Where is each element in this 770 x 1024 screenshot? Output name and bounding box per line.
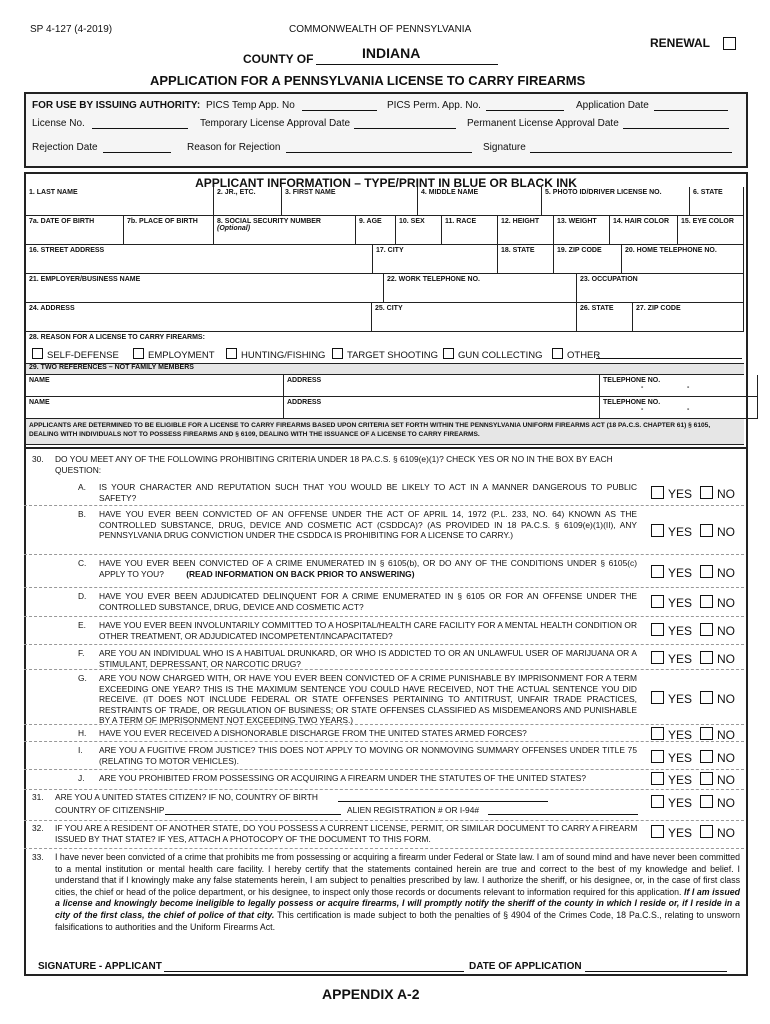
zip27-cell[interactable]: 27. ZIP CODE [633,303,744,332]
temp-approval-field[interactable] [354,128,456,129]
question-text: ARE YOU A FUGITIVE FROM JUSTICE? THIS DOES NOT APPLY TO MOVING OR NONMOVING SUMMARY OFFENSES UNDER TITLE 75 (RELATING TO MOTOR VEHICLES). [99,745,637,766]
state18-cell[interactable]: 18. STATE [498,245,554,274]
no-checkbox[interactable] [700,750,713,763]
reason-cell: 28. REASON FOR A LICENSE TO CARRY FIREARMS: [26,332,744,364]
age-cell[interactable]: 9. AGE [356,216,396,245]
zip19-cell[interactable]: 19. ZIP CODE [554,245,622,274]
middle-name-cell[interactable]: 4. MIDDLE NAME [418,187,542,216]
yes-checkbox[interactable] [651,691,664,704]
ref2-name-cell[interactable]: NAME [26,397,284,419]
q33-certification: I have never been convicted of a crime that prohibits me from possessing or acquiring a firearm under Federal or State law. I am of sound mind and have never been committed to a mental institution or mental health care facility. I hereby certify that the statements contained herein are true and correct to the best of my knowledge and belief. I understand that if I knowingly make any false statements herein, I am subject to penalties prescribed by law. I authorize the sheriff, or his designee, or, in the case of first class cities, the chief or head of the police department, or his designee, to inspect only those records or documents relevant to information required for this application. If I am issued a license and knowingly become ineligible to legally possess or acquire firearms, I will promptly notify the sheriff of the county in which I reside or, if I reside in a city of the first class, the chief of police of that city. This certification is made subject to both the penalties of § 4904 of the Crimes Code, 18 Pa.C.S., relating to unsworn falsifications to authorities and the Uniform Firearms Act. [55,852,741,932]
address24-cell[interactable]: 24. ADDRESS [26,303,372,332]
country-of-birth-field[interactable] [338,801,548,802]
question-letter: H. [78,728,87,738]
yes-checkbox[interactable] [651,772,664,785]
question-text: ARE YOU PROHIBITED FROM POSSESSING OR ACQUIRING A FIREARM UNDER THE STATUTES OF THE UNITED STATES? [99,773,587,783]
question-yes-no: YES NO [651,772,743,787]
question-letter: F. [78,648,85,658]
q33-number: 33. [32,852,44,862]
no-checkbox[interactable] [700,486,713,499]
q32-number: 32. [32,823,44,833]
height-cell[interactable]: 12. HEIGHT [498,216,554,245]
question-yes-no: YES NO [651,595,743,610]
yes-checkbox[interactable] [651,486,664,499]
question-text: IS YOUR CHARACTER AND REPUTATION SUCH THAT YOU WOULD BE LIKELY TO ACT IN A MANNER DANGEROUS TO PUBLIC SAFETY? [99,482,637,503]
question-yes-no: YES NO [651,651,743,666]
state26-cell[interactable]: 26. STATE [577,303,633,332]
ssn-cell[interactable]: 8. SOCIAL SECURITY NUMBER (Optional) [214,216,356,245]
renewal-label: RENEWAL [650,36,710,50]
applicant-signature-field[interactable] [164,971,464,972]
yes-checkbox[interactable] [651,750,664,763]
question-letter: D. [78,591,87,601]
q32-text: IF YOU ARE A RESIDENT OF ANOTHER STATE, DO YOU POSSESS A CURRENT LICENSE, PERMIT, OR SIMILAR DOCUMENT TO CARRY A FIREARM ISSUED BY THAT STATE? IF YES, ATTACH A PHOTOCOPY OF THE DOCUMENT TO THIS FORM. [55,823,638,844]
q31-yes-checkbox[interactable] [651,795,664,808]
q30-text: DO YOU MEET ANY OF THE FOLLOWING PROHIBITING CRITERIA UNDER 18 PA.C.S. § 6109(e)(1)? CHECK YES OR NO IN THE BOX BY EACH QUESTION: [55,454,613,475]
reason-rejection-label: Reason for Rejection [187,142,281,153]
ref1-phone-cell[interactable]: TELEPHONE NO. - - [600,375,758,397]
pics-temp-label: PICS Temp App. No [206,100,295,111]
perm-approval-label: Permanent License Approval Date [467,118,619,129]
question-letter: B. [78,509,86,519]
no-checkbox[interactable] [700,772,713,785]
appendix-label: APPENDIX A-2 [322,986,420,1002]
question-yes-no: YES NO [651,524,743,539]
q32-yes-no: YES NO [651,825,743,840]
reason-employment[interactable]: EMPLOYMENT [133,348,215,361]
reason-gun-collecting[interactable]: GUN COLLECTING [443,348,542,361]
question-letter: G. [78,673,87,683]
rejection-date-field[interactable] [103,152,171,153]
pics-perm-field[interactable] [486,110,564,111]
state6-cell[interactable]: 6. STATE [690,187,744,216]
temp-approval-label: Temporary License Approval Date [200,118,351,129]
employer-cell[interactable]: 21. EMPLOYER/BUSINESS NAME [26,274,384,303]
date-of-application-label: DATE OF APPLICATION [469,961,582,972]
question-yes-no: YES NO [651,565,743,580]
no-checkbox[interactable] [700,727,713,740]
yes-checkbox[interactable] [651,565,664,578]
question-yes-no: YES NO [651,486,743,501]
pics-temp-field[interactable] [302,110,377,111]
question-text: HAVE YOU EVER BEEN INVOLUNTARILY COMMITTED TO A HOSPITAL/HEALTH CARE FACILITY FOR A MENTAL HEALTH CONDITION OR OTHER TREATMENT, OR ADJUDICATED INCOMPETENT/INCAPACITATED? [99,620,637,641]
q31-yes-no: YES NO [651,795,743,810]
question-text: HAVE YOU EVER BEEN CONVICTED OF AN OFFENSE UNDER THE ACT OF APRIL 14, 1972 (P.L. 233, NO. 64) KNOWN AS THE CONTROLLED SUBSTANCE, DRUG, DEVICE AND COSMETIC ACT (CSDDCA)? (AS PROVIDED IN 18 PA.C.S. § 6109(e)(1)(II), ANY PENNSYLVANIA DRUG CONVICTION UNDER THE CSDDCA IS PROHIBITING FOR A LICENSE TO CARRY.) [99,509,637,540]
authority-signature-field[interactable] [530,152,732,153]
commonwealth-header: COMMONWEALTH OF PENNSYLVANIA [289,24,472,35]
form-number: SP 4-127 (4-2019) [30,24,113,35]
reason-other-field[interactable] [596,358,742,359]
question-text: ARE YOU NOW CHARGED WITH, OR HAVE YOU EVER BEEN CONVICTED OF A CRIME PUNISHABLE BY IMPRISONMENT FOR A TERM EXCEEDING ONE YEAR? THIS IS THE MAXIMUM SENTENCE YOU COULD HAVE RECEIVED, NOT THE ACTUAL SENTENCE YOU DID RECEIVE. (IT DOES NOT INCLUDE FEDERAL OR STATE OFFENSES PERTAINING TO ANTITRUST, UNFAIR TRADE PRACTICES, RESTRAINTS OF TRADE, OR REGULATION OF BUSINESS; OR STATE OFFENSES CLASSIFIED AS MISDEMEANORS AND PUNISHABLE BY A TERM OF IMPRISONMENT NOT EXCEEDING TWO YEARS.) [99,673,637,725]
application-date-label: Application Date [576,100,649,111]
renewal-checkbox[interactable] [723,36,736,54]
county-line [316,64,498,65]
city17-cell[interactable]: 17. CITY [373,245,498,274]
q30-number: 30. [32,454,44,464]
no-checkbox[interactable] [700,691,713,704]
question-text: HAVE YOU EVER BEEN ADJUDICATED DELINQUENT FOR A CRIME ENUMERATED IN § 6105 OR FOR AN OFFENSE UNDER THE CONTROLLED SUBSTANCE, DRUG, DEVICE AND COSMETIC ACT? [99,591,637,612]
question-text: HAVE YOU EVER BEEN CONVICTED OF A CRIME ENUMERATED IN § 6105(b), OR DO ANY OF THE CONDITIONS UNDER § 6105(c) APPLY TO YOU? (READ INFORMATION ON BACK PRIOR TO ANSWERING) [99,558,637,579]
question-yes-no: YES NO [651,750,743,765]
q31-country-label: COUNTRY OF CITIZENSHIP [55,805,165,815]
work-phone-cell[interactable]: 22. WORK TELEPHONE NO. [384,274,577,303]
country-of-citizenship-field[interactable] [165,814,341,815]
question-yes-no: YES NO [651,691,743,706]
question-text: HAVE YOU EVER RECEIVED A DISHONORABLE DISCHARGE FROM THE UNITED STATES ARMED FORCES? [99,728,527,738]
reason-other[interactable]: OTHER [552,348,600,361]
home-phone-cell[interactable]: 20. HOME TELEPHONE NO. [622,245,744,274]
reason-target-shooting[interactable]: TARGET SHOOTING [332,348,438,361]
question-letter: E. [78,620,86,630]
question-yes-no: YES NO [651,623,743,638]
ref2-phone-cell[interactable]: TELEPHONE NO. - - [600,397,758,419]
no-checkbox[interactable] [700,565,713,578]
rejection-date-label: Rejection Date [32,142,98,153]
yes-checkbox[interactable] [651,727,664,740]
question-letter: A. [78,482,86,492]
alien-registration-field[interactable] [488,814,638,815]
last-name-cell[interactable]: 1. LAST NAME [26,187,214,216]
weight-cell[interactable]: 13. WEIGHT [554,216,610,245]
for-use-label: FOR USE BY ISSUING AUTHORITY: [32,100,201,111]
dob-cell[interactable]: 7a. DATE OF BIRTH [26,216,124,245]
eye-cell[interactable]: 15. EYE COLOR [678,216,744,245]
date-of-application-field[interactable] [585,971,727,972]
no-checkbox[interactable] [700,524,713,537]
question-letter: I. [78,745,83,755]
pics-perm-label: PICS Perm. App. No. [387,100,481,111]
q31-number: 31. [32,792,44,802]
form-title: APPLICATION FOR A PENNSYLVANIA LICENSE TO CARRY FIREARMS [150,73,586,88]
q31-text: ARE YOU A UNITED STATES CITIZEN? IF NO, COUNTRY OF BIRTH [55,792,318,802]
yes-checkbox[interactable] [651,595,664,608]
reason-self-defense[interactable]: SELF-DEFENSE [32,348,119,361]
authority-signature-label: Signature [483,142,526,153]
license-no-field[interactable] [92,128,188,129]
race-cell[interactable]: 11. RACE [442,216,498,245]
city25-cell[interactable]: 25. CITY [372,303,577,332]
license-no-label: License No. [32,118,85,129]
question-yes-no: YES NO [651,727,743,742]
yes-checkbox[interactable] [651,524,664,537]
yes-checkbox[interactable] [651,651,664,664]
pob-cell[interactable]: 7b. PLACE OF BIRTH [124,216,214,245]
ref1-name-cell[interactable]: NAME [26,375,284,397]
county-value[interactable]: INDIANA [362,45,421,61]
first-name-cell[interactable]: 3. FIRST NAME [282,187,418,216]
yes-checkbox[interactable] [651,623,664,636]
sex-cell[interactable]: 10. SEX [396,216,442,245]
application-date-field[interactable] [654,110,728,111]
county-label: COUNTY OF [243,52,314,66]
jr-cell[interactable]: 2. JR., ETC. [214,187,282,216]
question-letter: C. [78,558,87,568]
q31-alien-label: ALIEN REGISTRATION # OR I-94# [347,805,480,815]
ref1-address-cell[interactable]: ADDRESS [284,375,600,397]
references-cell: 29. TWO REFERENCES – NOT FAMILY MEMBERS [26,364,744,375]
q32-yes-checkbox[interactable] [651,825,664,838]
occupation-cell[interactable]: 23. OCCUPATION [577,274,744,303]
reason-rejection-field[interactable] [286,152,472,153]
street-cell[interactable]: 16. STREET ADDRESS [26,245,373,274]
no-checkbox[interactable] [700,623,713,636]
question-letter: J. [78,773,85,783]
no-checkbox[interactable] [700,595,713,608]
reason-hunting-fishing[interactable]: HUNTING/FISHING [226,348,325,361]
question-text: ARE YOU AN INDIVIDUAL WHO IS A HABITUAL DRUNKARD, OR WHO IS ADDICTED TO OR AN UNLAWFUL USER OF MARIJUANA OR A STIMULANT, DEPRESSANT, OR NARCOTIC DRUG? [99,648,637,669]
eligibility-note: APPLICANTS ARE DETERMINED TO BE ELIGIBLE FOR A LICENSE TO CARRY FIREARMS BASED UPON CRITERIA SET FORTH WITHIN THE PENNSYLVANIA UNIFORM FIREARMS ACT (18 PA.C.S. CHAPTER 61) § 6105, DEALING WITH INDIVIDUALS NOT TO POSSESS FIREARMS AND § 6109, DEALING WITH THE ISSUANCE OF A LICENSE TO CARRY FIREARMS. [26,419,744,445]
perm-approval-field[interactable] [623,128,729,129]
q31-no-checkbox[interactable] [700,795,713,808]
ref2-address-cell[interactable]: ADDRESS [284,397,600,419]
no-checkbox[interactable] [700,651,713,664]
applicant-header: APPLICANT INFORMATION – TYPE/PRINT IN BLUE OR BLACK INK [195,176,577,190]
q32-no-checkbox[interactable] [700,825,713,838]
signature-applicant-label: SIGNATURE - APPLICANT [38,961,162,972]
hair-cell[interactable]: 14. HAIR COLOR [610,216,678,245]
photo-id-cell[interactable]: 5. PHOTO ID/DRIVER LICENSE NO. [542,187,690,216]
